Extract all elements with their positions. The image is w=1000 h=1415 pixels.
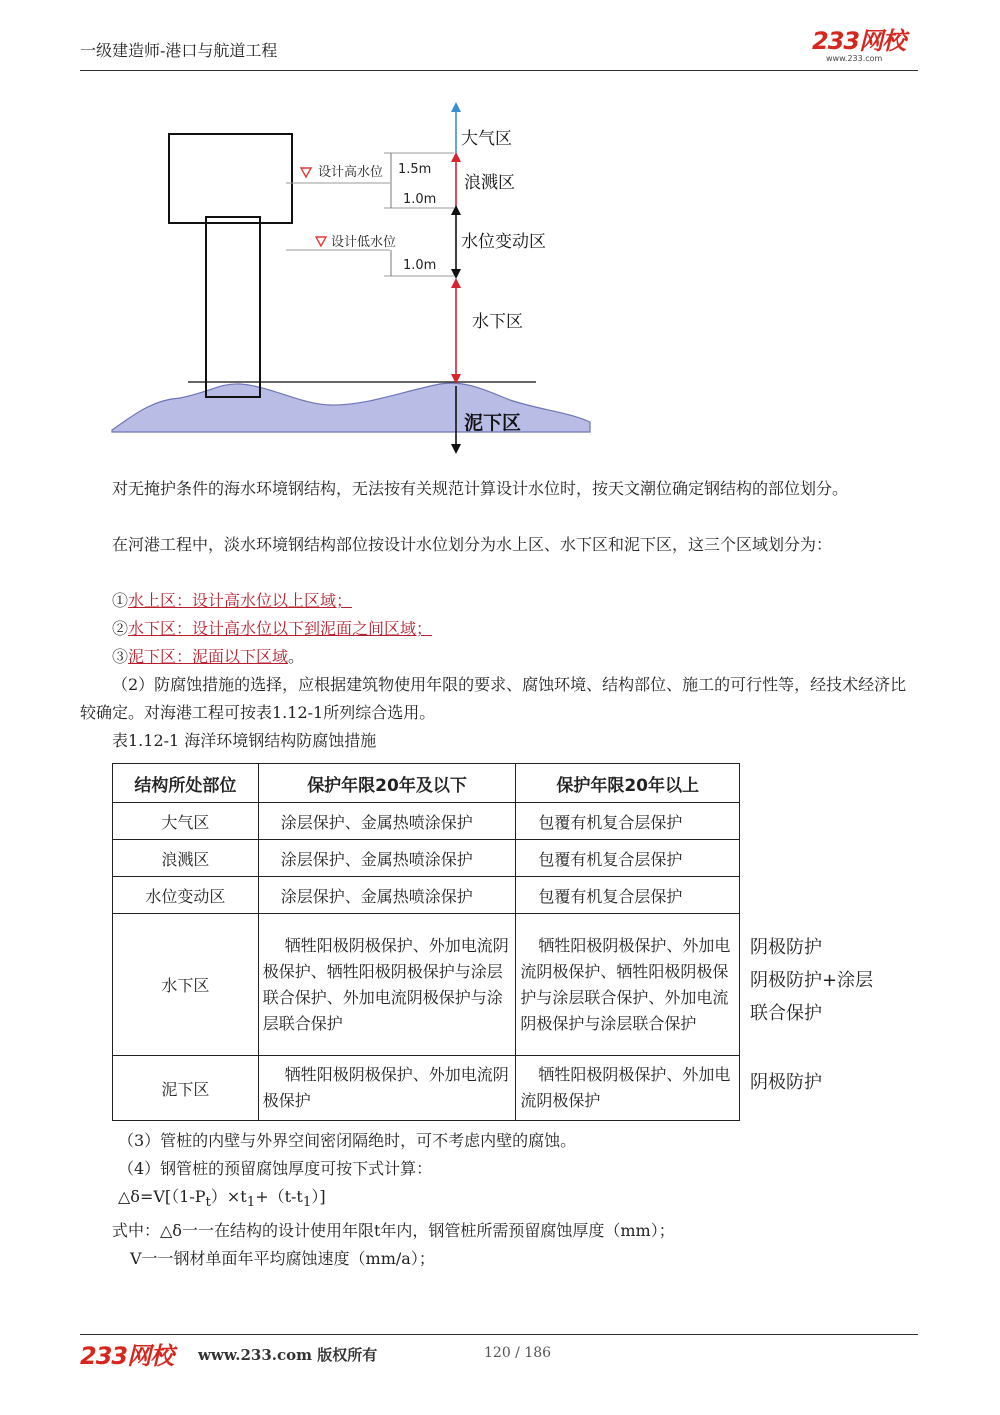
- page-number: 120 / 186: [484, 1345, 552, 1361]
- zone-item-num: ②: [112, 619, 129, 638]
- table-header-row: [113, 764, 740, 803]
- table-cell: 包覆有机复合层保护: [516, 840, 740, 877]
- table-cell-zone: 浪溅区: [113, 840, 259, 877]
- table-cell: 牺牲阳极阴极保护、外加电流阴极保护、牺牲阳极阴极保护与涂层联合保护、外加电流阴极保护与涂层联合保护: [258, 914, 516, 1056]
- table-caption: 表1.12-1 海洋环境钢结构防腐蚀措施: [112, 731, 377, 750]
- header-logo[interactable]: [812, 28, 922, 66]
- formula: $\triangle\delta=V[(1-P_t)\times t_1+(t-t_1)]$: [118, 1187, 326, 1211]
- zone-item-text: 水上区：设计高水位以上区域；: [128, 591, 353, 610]
- table-cell-zone: 水下区: [113, 914, 259, 1056]
- table-row: [113, 803, 740, 840]
- design-low-water-label: 设计低水位: [331, 235, 397, 250]
- table-cell-zone: 大气区: [113, 803, 259, 840]
- logo-text: 233网校: [812, 27, 906, 55]
- footer-divider: [80, 1334, 918, 1335]
- deck-box: [169, 134, 292, 223]
- table-cell: 包覆有机复合层保护: [516, 877, 740, 914]
- side-note-line: 阴极防护+涂层: [750, 970, 874, 991]
- table-cell: 牺牲阳极阴极保护、外加电流阴极保护、牺牲阳极阴极保护与涂层联合保护、外加电流阴极保护与涂层联合保护: [516, 914, 740, 1056]
- dim-1-0m-upper: 1.0m: [403, 192, 437, 207]
- side-note-mud: 阴极防护: [750, 1072, 822, 1093]
- zone-item-1: [112, 587, 352, 615]
- paragraph-4: （3）管桩的内壁与外界空间密闭隔绝时，可不考虑内壁的腐蚀。: [118, 1131, 577, 1150]
- header-title: 一级建造师-港口与航道工程: [80, 41, 278, 60]
- corrosion-protection-table: [112, 763, 740, 1121]
- table-header-cell: 保护年限20年以上: [516, 764, 740, 803]
- zone-item-text: 水下区：设计高水位以下到泥面之间区域；: [128, 619, 433, 638]
- zone-label-tidal: 水位变动区: [461, 232, 546, 252]
- zone-item-num: ③: [112, 647, 129, 666]
- table-row: [113, 914, 740, 1056]
- table-row: [113, 877, 740, 914]
- dim-1-0m-lower: 1.0m: [403, 258, 437, 273]
- table-cell: 牺牲阳极阴极保护、外加电流阴极保护: [516, 1056, 740, 1121]
- paragraph-2: 在河港工程中，淡水环境钢结构部位按设计水位划分为水上区、水下区和泥下区，这三个区域划分为：: [112, 535, 833, 554]
- table-cell: 包覆有机复合层保护: [516, 803, 740, 840]
- dim-1-5m: 1.5m: [398, 162, 432, 177]
- paragraph-7: V一一钢材单面年平均腐蚀速度（mm/a）；: [130, 1249, 435, 1268]
- zone-item-2: [112, 615, 432, 643]
- footer-logo[interactable]: 233网校: [80, 1342, 174, 1370]
- zone-item-num: ①: [112, 591, 129, 610]
- zone-item-tail: 。: [288, 647, 305, 666]
- design-high-water-label: 设计高水位: [318, 165, 384, 180]
- zone-label-splash: 浪溅区: [464, 173, 515, 193]
- table-header-cell: 结构所处部位: [113, 764, 259, 803]
- table-row: [113, 840, 740, 877]
- paragraph-6: 式中：△δ一一在结构的设计使用年限t年内，钢管桩所需预留腐蚀厚度（mm）；: [112, 1221, 675, 1240]
- low-water-triangle-icon: [316, 237, 326, 246]
- paragraph-3: （2）防腐蚀措施的选择，应根据建筑物使用年限的要求、腐蚀环境、结构部位、施工的可行性等，经技术经济比较确定。对海港工程可按表1.12-1所列综合选用。: [80, 675, 907, 722]
- table-cell-zone: 水位变动区: [113, 877, 259, 914]
- header-divider: [80, 70, 918, 71]
- table-row: [113, 1056, 740, 1121]
- zone-label-atmospheric: 大气区: [461, 129, 512, 149]
- side-note-line: 阴极防护: [750, 937, 822, 958]
- steel-structure-zone-diagram: [100, 100, 620, 460]
- high-water-triangle-icon: [301, 168, 311, 177]
- table-cell: 牺牲阳极阴极保护、外加电流阴极保护: [258, 1056, 516, 1121]
- table-cell: 涂层保护、金属热喷涂保护: [258, 840, 516, 877]
- zone-item-3: [112, 643, 304, 671]
- logo-url: www.233.com: [826, 54, 883, 63]
- side-note-line: 联合保护: [750, 1003, 822, 1024]
- table-cell: 涂层保护、金属热喷涂保护: [258, 877, 516, 914]
- table-cell-zone: 泥下区: [113, 1056, 259, 1121]
- side-note-underwater: [750, 931, 873, 1030]
- table-header-cell: 保护年限20年及以下: [258, 764, 516, 803]
- zone-label-underwater: 水下区: [472, 312, 523, 332]
- zone-label-mud: 泥下区: [464, 412, 522, 434]
- pile: [206, 217, 260, 397]
- paragraph-5: （4）钢管桩的预留腐蚀厚度可按下式计算：: [118, 1159, 433, 1178]
- zone-item-text: 泥下区：泥面以下区域: [128, 647, 289, 666]
- table-cell: 涂层保护、金属热喷涂保护: [258, 803, 516, 840]
- footer-copyright: www.233.com 版权所有: [198, 1346, 378, 1364]
- paragraph-1: 对无掩护条件的海水环境钢结构，无法按有关规范计算设计水位时，按天文潮位确定钢结构的部位划分。: [112, 479, 849, 498]
